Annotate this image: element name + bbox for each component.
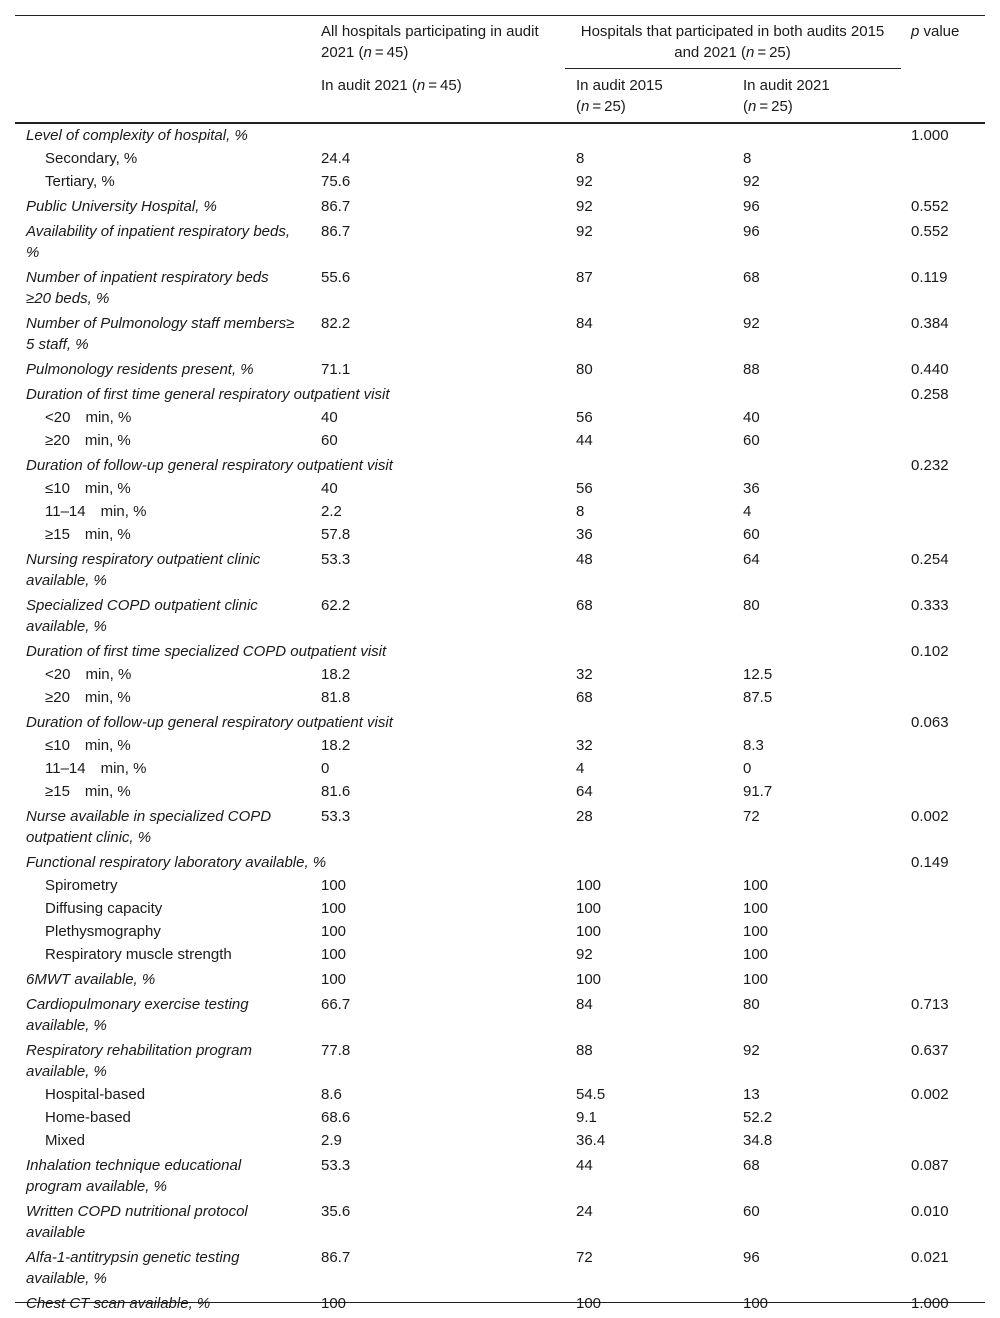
- row-label: Public University Hospital, %: [26, 198, 217, 215]
- cell-both-2015: 56: [576, 480, 593, 497]
- cell-all-2021: 60: [321, 432, 338, 449]
- cell-both-2015: 8: [576, 150, 585, 167]
- cell-both-2021: 4: [743, 503, 752, 520]
- cell-both-2021: 100: [743, 1295, 769, 1312]
- cell-all-2021: 68.6: [321, 1109, 351, 1126]
- row-label: Number of Pulmonology staff members≥ 5 staff, %: [26, 315, 295, 353]
- cell-both-2021: 92: [743, 1042, 760, 1059]
- cell-both-2021: 13: [743, 1086, 760, 1103]
- row-label: Home-based: [45, 1109, 131, 1126]
- row-label: ≤10 min, %: [45, 480, 131, 497]
- row-label: Duration of follow-up general respiratory outpatient visit: [26, 457, 393, 474]
- cell-both-2015: 100: [576, 923, 602, 940]
- row-label: Chest CT scan available, %: [26, 1295, 211, 1312]
- cell-all-2021: 100: [321, 923, 347, 940]
- cell-both-2021: 0: [743, 760, 752, 777]
- row-label: <20 min, %: [45, 409, 132, 426]
- cell-both-2015: 92: [576, 946, 593, 963]
- cell-p-value: 0.002: [911, 1086, 949, 1103]
- cell-p-value: 1.000: [911, 127, 949, 144]
- row-label: <20 min, %: [45, 666, 132, 683]
- row-label: Secondary, %: [45, 150, 138, 167]
- row-label: Duration of first time specialized COPD outpatient visit: [26, 643, 387, 660]
- cell-both-2015: 54.5: [576, 1086, 606, 1103]
- cell-both-2021: 40: [743, 409, 760, 426]
- cell-both-2021: 96: [743, 198, 760, 215]
- cell-p-value: 0.552: [911, 198, 949, 215]
- cell-p-value: 0.440: [911, 361, 949, 378]
- header-group-rule: [565, 68, 901, 69]
- row-label: Diffusing capacity: [45, 900, 163, 917]
- cell-both-2021: 100: [743, 971, 769, 988]
- cell-both-2021: 72: [743, 808, 760, 825]
- row-label: 11–14 min, %: [45, 503, 147, 520]
- cell-p-value: 0.010: [911, 1203, 949, 1220]
- row-label: Duration of follow-up general respiratory outpatient visit: [26, 714, 393, 731]
- cell-both-2015: 72: [576, 1249, 593, 1266]
- cell-all-2021: 53.3: [321, 1157, 351, 1174]
- cell-all-2021: 55.6: [321, 269, 351, 286]
- cell-both-2021: 96: [743, 1249, 760, 1266]
- cell-both-2015: 56: [576, 409, 593, 426]
- cell-both-2021: 60: [743, 432, 760, 449]
- cell-all-2021: 18.2: [321, 737, 351, 754]
- cell-both-2015: 4: [576, 760, 585, 777]
- cell-both-2015: 100: [576, 1295, 602, 1312]
- cell-all-2021: 75.6: [321, 173, 351, 190]
- cell-both-2021: 68: [743, 1157, 760, 1174]
- cell-all-2021: 35.6: [321, 1203, 351, 1220]
- cell-all-2021: 24.4: [321, 150, 351, 167]
- cell-both-2015: 28: [576, 808, 593, 825]
- row-label: 11–14 min, %: [45, 760, 147, 777]
- cell-p-value: 0.149: [911, 854, 949, 871]
- cell-both-2021: 100: [743, 900, 769, 917]
- row-label: Pulmonology residents present, %: [26, 361, 254, 378]
- cell-p-value: 0.333: [911, 597, 949, 614]
- cell-all-2021: 77.8: [321, 1042, 351, 1059]
- cell-both-2021: 64: [743, 551, 760, 568]
- cell-all-2021: 8.6: [321, 1086, 342, 1103]
- cell-both-2021: 100: [743, 877, 769, 894]
- cell-all-2021: 100: [321, 877, 347, 894]
- cell-both-2015: 88: [576, 1042, 593, 1059]
- cell-both-2015: 68: [576, 689, 593, 706]
- row-label: Duration of first time general respiratory outpatient visit: [26, 386, 390, 403]
- cell-both-2015: 100: [576, 900, 602, 917]
- cell-all-2021: 0: [321, 760, 330, 777]
- cell-both-2015: 100: [576, 971, 602, 988]
- cell-p-value: 0.637: [911, 1042, 949, 1059]
- cell-both-2015: 9.1: [576, 1109, 597, 1126]
- row-label: Spirometry: [45, 877, 118, 894]
- cell-all-2021: 100: [321, 946, 347, 963]
- row-label: Specialized COPD outpatient clinic available, %: [26, 597, 258, 635]
- header-p-value: p value: [911, 23, 960, 40]
- cell-both-2015: 36.4: [576, 1132, 606, 1149]
- cell-both-2021: 100: [743, 946, 769, 963]
- row-label: Nursing respiratory outpatient clinic available, %: [26, 551, 261, 589]
- cell-all-2021: 18.2: [321, 666, 351, 683]
- cell-p-value: 0.254: [911, 551, 949, 568]
- cell-both-2021: 8: [743, 150, 752, 167]
- cell-both-2021: 60: [743, 1203, 760, 1220]
- cell-all-2021: 71.1: [321, 361, 351, 378]
- cell-p-value: 0.021: [911, 1249, 949, 1266]
- cell-both-2015: 92: [576, 223, 593, 240]
- cell-all-2021: 86.7: [321, 1249, 351, 1266]
- cell-both-2021: 12.5: [743, 666, 773, 683]
- cell-both-2021: 87.5: [743, 689, 773, 706]
- cell-both-2021: 52.2: [743, 1109, 773, 1126]
- cell-p-value: 0.087: [911, 1157, 949, 1174]
- cell-all-2021: 82.2: [321, 315, 351, 332]
- cell-p-value: 0.384: [911, 315, 949, 332]
- row-label: ≥20 min, %: [45, 689, 131, 706]
- cell-p-value: 0.713: [911, 996, 949, 1013]
- row-label: Plethysmography: [45, 923, 161, 940]
- cell-both-2021: 91.7: [743, 783, 773, 800]
- cell-both-2021: 80: [743, 996, 760, 1013]
- cell-both-2021: 60: [743, 526, 760, 543]
- cell-all-2021: 62.2: [321, 597, 351, 614]
- row-label: Availability of inpatient respiratory beds, %: [26, 223, 291, 261]
- cell-all-2021: 57.8: [321, 526, 351, 543]
- cell-both-2021: 96: [743, 223, 760, 240]
- cell-both-2015: 92: [576, 173, 593, 190]
- row-label: ≤10 min, %: [45, 737, 131, 754]
- cell-all-2021: 40: [321, 480, 338, 497]
- header-sub-2015: In audit 2015 (n = 25): [576, 77, 663, 115]
- header-bottom-rule: [15, 122, 985, 124]
- cell-both-2021: 80: [743, 597, 760, 614]
- row-label: Inhalation technique educational program available, %: [26, 1157, 242, 1195]
- cell-both-2021: 36: [743, 480, 760, 497]
- row-label: Tertiary, %: [45, 173, 115, 190]
- cell-both-2021: 92: [743, 173, 760, 190]
- cell-all-2021: 86.7: [321, 198, 351, 215]
- header-all-hospitals: All hospitals participating in audit 2021 (n = 45): [321, 23, 539, 61]
- cell-both-2015: 100: [576, 877, 602, 894]
- cell-all-2021: 66.7: [321, 996, 351, 1013]
- row-label: ≥15 min, %: [45, 526, 131, 543]
- cell-both-2015: 44: [576, 432, 593, 449]
- cell-both-2015: 80: [576, 361, 593, 378]
- cell-p-value: 0.002: [911, 808, 949, 825]
- cell-all-2021: 86.7: [321, 223, 351, 240]
- cell-all-2021: 100: [321, 900, 347, 917]
- cell-p-value: 0.063: [911, 714, 949, 731]
- row-label: 6MWT available, %: [26, 971, 156, 988]
- cell-both-2015: 68: [576, 597, 593, 614]
- row-label: ≥15 min, %: [45, 783, 131, 800]
- row-label: Respiratory rehabilitation program available, %: [26, 1042, 252, 1080]
- row-label: Level of complexity of hospital, %: [26, 127, 248, 144]
- header-both-audits: Hospitals that participated in both audits 2015 and 2021 (n = 25): [580, 23, 885, 61]
- cell-both-2015: 44: [576, 1157, 593, 1174]
- cell-p-value: 0.119: [911, 269, 948, 286]
- row-label: Number of inpatient respiratory beds ≥20 beds, %: [26, 269, 269, 307]
- cell-p-value: 0.258: [911, 386, 949, 403]
- cell-all-2021: 100: [321, 1295, 347, 1312]
- row-label: Functional respiratory laboratory available, %: [26, 854, 327, 871]
- cell-p-value: 0.102: [911, 643, 949, 660]
- cell-both-2021: 92: [743, 315, 760, 332]
- row-label: Mixed: [45, 1132, 86, 1149]
- cell-both-2015: 84: [576, 315, 593, 332]
- cell-both-2015: 36: [576, 526, 593, 543]
- cell-all-2021: 2.2: [321, 503, 342, 520]
- cell-all-2021: 2.9: [321, 1132, 342, 1149]
- cell-all-2021: 53.3: [321, 808, 351, 825]
- header-sub-2021-both: In audit 2021 (n = 25): [743, 77, 830, 115]
- cell-both-2021: 88: [743, 361, 760, 378]
- cell-both-2021: 34.8: [743, 1132, 773, 1149]
- cell-both-2021: 68: [743, 269, 760, 286]
- cell-all-2021: 100: [321, 971, 347, 988]
- row-label: Hospital-based: [45, 1086, 146, 1103]
- cell-both-2015: 92: [576, 198, 593, 215]
- row-label: Respiratory muscle strength: [45, 946, 232, 963]
- row-label: Nurse available in specialized COPD outpatient clinic, %: [26, 808, 272, 846]
- cell-both-2021: 8.3: [743, 737, 764, 754]
- row-label: ≥20 min, %: [45, 432, 131, 449]
- cell-p-value: 0.552: [911, 223, 949, 240]
- row-label: Alfa-1-antitrypsin genetic testing available, %: [26, 1249, 240, 1287]
- cell-both-2015: 87: [576, 269, 593, 286]
- cell-all-2021: 40: [321, 409, 338, 426]
- cell-all-2021: 81.8: [321, 689, 351, 706]
- cell-both-2015: 84: [576, 996, 593, 1013]
- cell-all-2021: 53.3: [321, 551, 351, 568]
- cell-both-2015: 64: [576, 783, 593, 800]
- cell-both-2015: 32: [576, 737, 593, 754]
- cell-all-2021: 81.6: [321, 783, 351, 800]
- cell-p-value: 0.232: [911, 457, 949, 474]
- header-sub-2021-all: In audit 2021 (n = 45): [321, 77, 462, 94]
- cell-both-2015: 48: [576, 551, 593, 568]
- row-label: Written COPD nutritional protocol available: [26, 1203, 248, 1241]
- cell-both-2021: 100: [743, 923, 769, 940]
- cell-both-2015: 24: [576, 1203, 593, 1220]
- row-label: Cardiopulmonary exercise testing available, %: [26, 996, 249, 1034]
- table-top-rule: [15, 15, 985, 16]
- cell-p-value: 1.000: [911, 1295, 949, 1312]
- cell-both-2015: 32: [576, 666, 593, 683]
- cell-both-2015: 8: [576, 503, 585, 520]
